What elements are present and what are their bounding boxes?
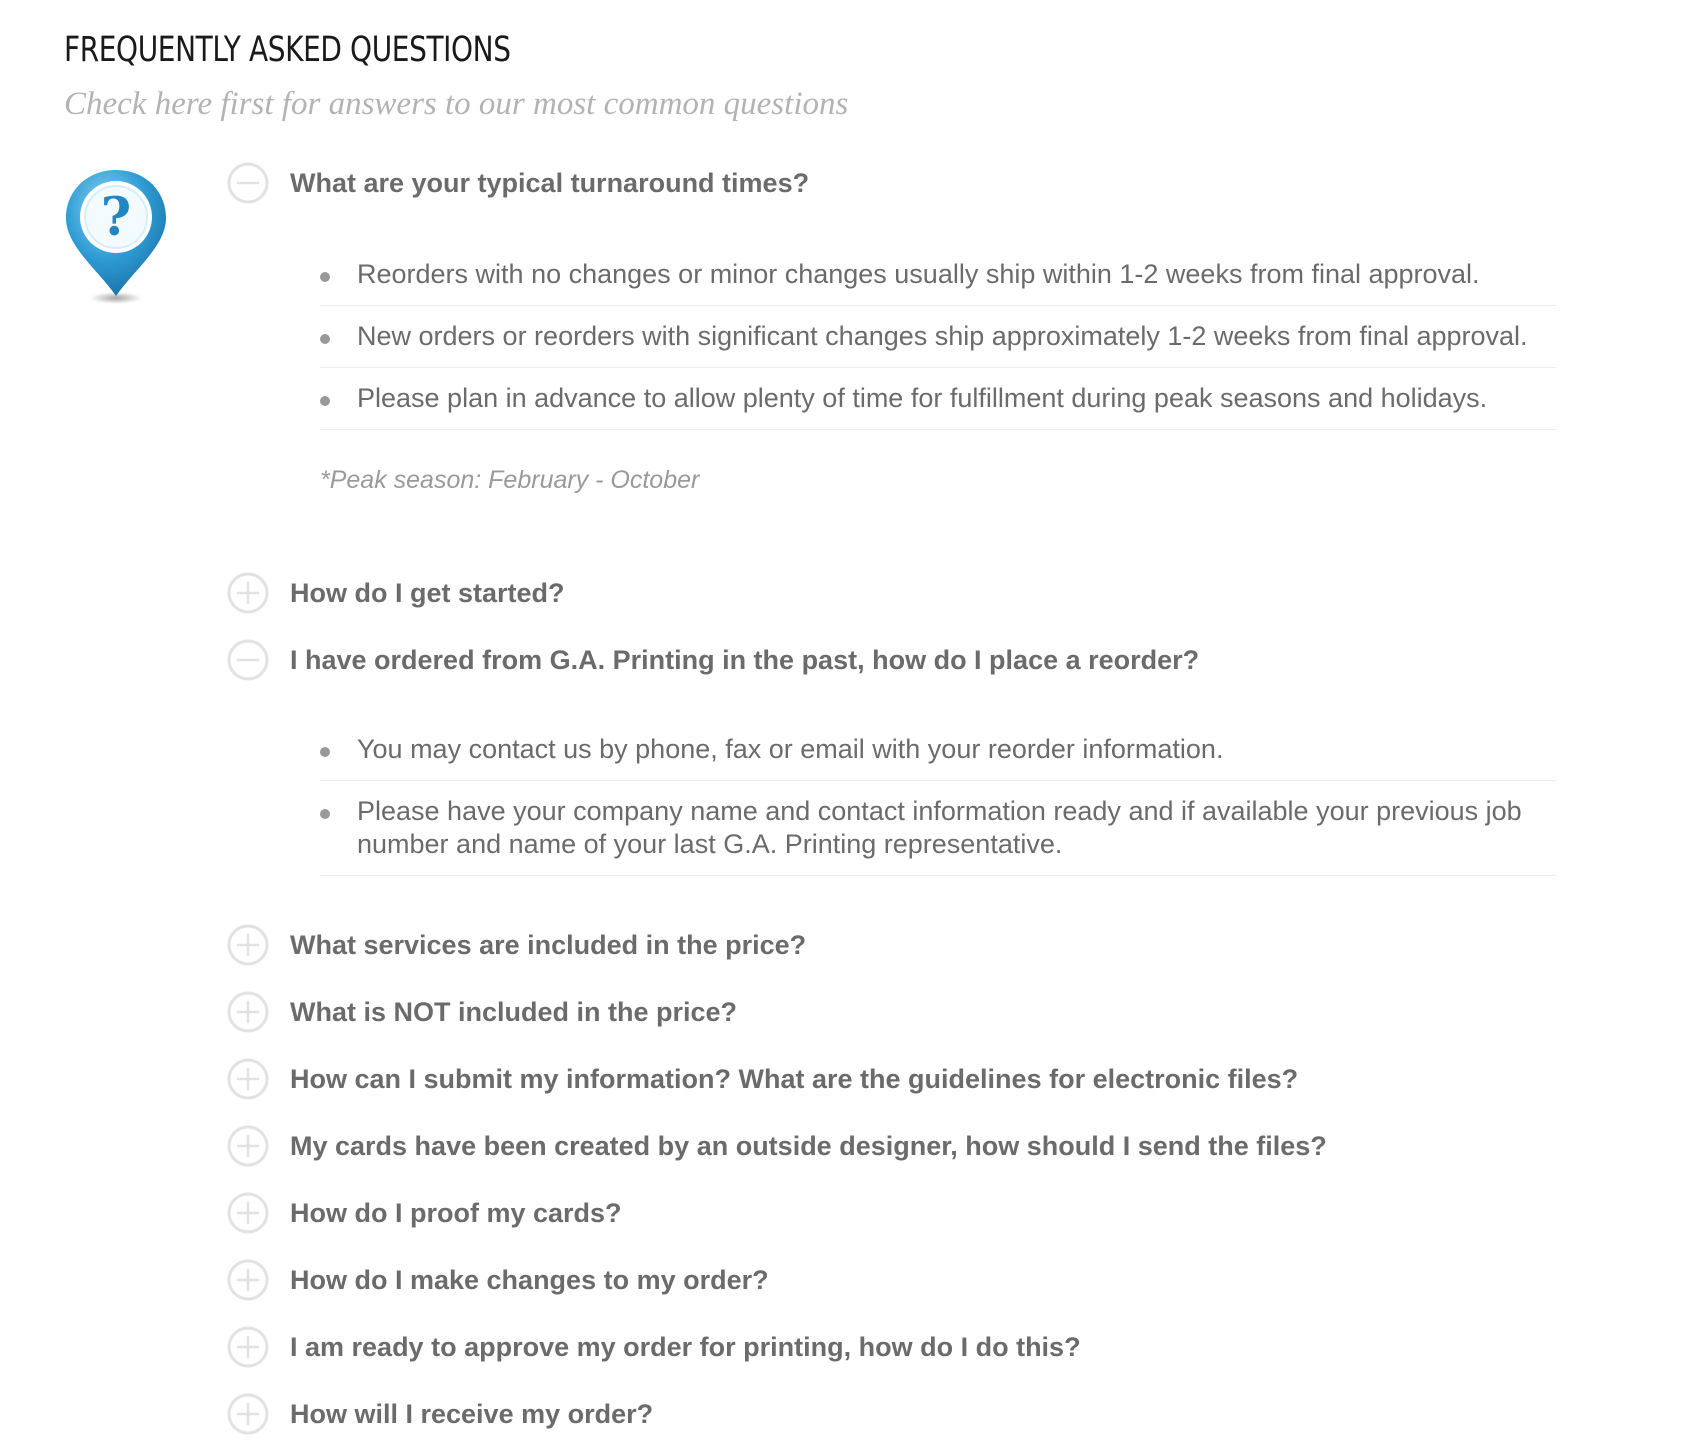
peak-season-note: *Peak season: February - October	[320, 466, 700, 494]
list-item	[320, 368, 1556, 430]
plus-circle-icon[interactable]	[226, 1392, 270, 1436]
list-item	[320, 719, 1556, 781]
answer-text: Reorders with no changes or minor changes usually ship within 1-2 weeks from final approval.	[357, 259, 1480, 289]
faq-question-outside-designer[interactable]	[226, 1123, 1327, 1169]
faq-question-label[interactable]: What services are included in the price?	[290, 929, 807, 960]
bullet-icon	[320, 396, 330, 406]
page-subtitle: Check here first for answers to our most common questions	[64, 86, 849, 122]
faq-question-label[interactable]: How do I get started?	[290, 577, 565, 608]
plus-circle-icon[interactable]	[226, 1258, 270, 1302]
plus-circle-icon[interactable]	[226, 1325, 270, 1369]
faq-question-label[interactable]: I am ready to approve my order for printing, how do I do this?	[290, 1331, 1081, 1362]
faq-question-label[interactable]: How will I receive my order?	[290, 1398, 654, 1429]
faq-question-label[interactable]: I have ordered from G.A. Printing in the past, how do I place a reorder?	[290, 644, 1200, 675]
plus-circle-icon[interactable]	[226, 990, 270, 1034]
faq-question-proof-cards[interactable]	[226, 1190, 622, 1236]
plus-circle-icon[interactable]	[226, 1191, 270, 1235]
bullet-icon	[320, 809, 330, 819]
plus-circle-icon[interactable]	[226, 923, 270, 967]
faq-question-label[interactable]: How do I make changes to my order?	[290, 1264, 769, 1295]
list-item	[320, 781, 1556, 876]
plus-circle-icon[interactable]	[226, 571, 270, 615]
bullet-icon	[320, 334, 330, 344]
answer-text: You may contact us by phone, fax or email with your reorder information.	[357, 734, 1224, 764]
faq-question-make-changes[interactable]	[226, 1257, 769, 1303]
faq-question-approve-order[interactable]	[226, 1324, 1081, 1370]
list-item	[320, 306, 1556, 368]
faq-question-receive-order[interactable]	[226, 1391, 653, 1437]
answer-text: Please plan in advance to allow plenty of time for fulfillment during peak seasons and holidays.	[357, 383, 1488, 413]
bullet-icon	[320, 747, 330, 757]
answer-text: New orders or reorders with significant changes ship approximately 1-2 weeks from final approval.	[357, 321, 1528, 351]
minus-circle-icon[interactable]	[226, 638, 270, 682]
faq-answer-reorder	[320, 719, 1556, 876]
page-title: FREQUENTLY ASKED QUESTIONS	[64, 30, 511, 70]
faq-question-get-started[interactable]	[226, 570, 565, 616]
faq-question-submit-info[interactable]	[226, 1056, 1298, 1102]
minus-circle-icon[interactable]	[226, 161, 270, 205]
plus-circle-icon[interactable]	[226, 1124, 270, 1168]
faq-question-reorder[interactable]	[226, 637, 1199, 683]
answer-text: Please have your company name and contact information ready and if available your previous job number and name of your last G.A. Printing representative.	[357, 796, 1522, 859]
faq-question-not-included[interactable]	[226, 989, 737, 1035]
bullet-icon	[320, 272, 330, 282]
faq-question-label[interactable]: What is NOT included in the price?	[290, 996, 738, 1027]
plus-circle-icon[interactable]	[226, 1057, 270, 1101]
question-pin-icon	[60, 166, 172, 306]
faq-question-label[interactable]: My cards have been created by an outside designer, how should I send the files?	[290, 1130, 1327, 1161]
svg-text:?: ?	[100, 187, 132, 248]
faq-question-turnaround[interactable]	[226, 160, 809, 206]
faq-question-label[interactable]: What are your typical turnaround times?	[290, 167, 810, 198]
faq-answer-turnaround	[320, 244, 1556, 430]
faq-question-label[interactable]: How can I submit my information? What are the guidelines for electronic files?	[290, 1063, 1299, 1094]
faq-question-label[interactable]: How do I proof my cards?	[290, 1197, 622, 1228]
list-item	[320, 244, 1556, 306]
faq-question-services-included[interactable]	[226, 922, 806, 968]
